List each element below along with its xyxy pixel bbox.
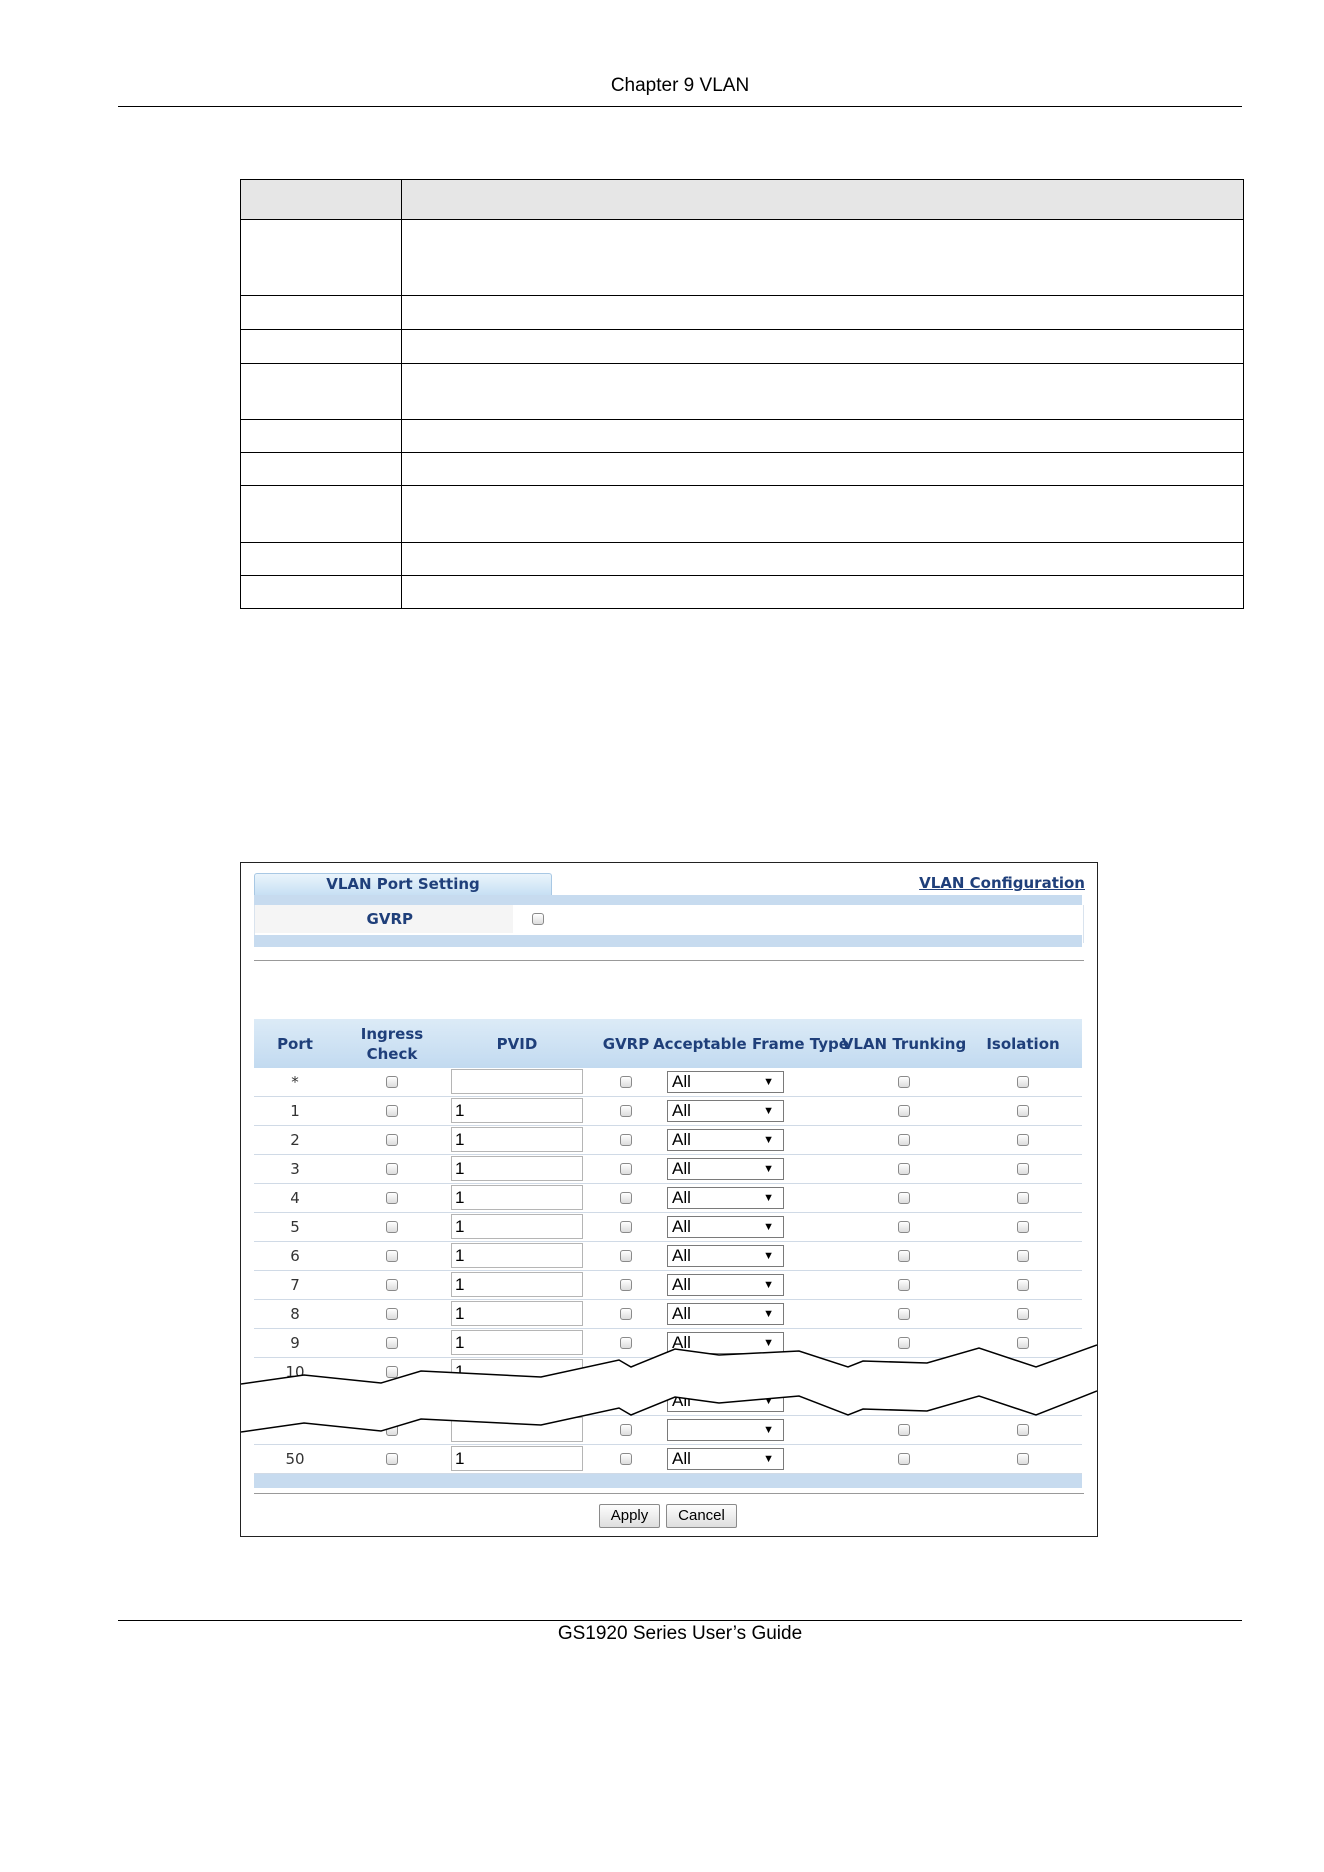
col-port: Port [277,1034,313,1053]
port-number: 4 [290,1189,300,1207]
chapter-title: Chapter 9 VLAN [610,75,750,96]
table-cell [402,220,1244,296]
pvid-input[interactable]: 1 [451,1330,583,1355]
port-number: 8 [290,1305,300,1323]
frame-type-value: All [672,1188,691,1207]
table-row [241,453,1244,486]
pvid-input[interactable]: 1 [451,1301,583,1326]
col-pvid: PVID [496,1034,538,1053]
dropdown-arrow-icon: ▼ [763,1163,774,1175]
port-number: 7 [290,1276,300,1294]
table-cell [241,180,402,220]
port-number: 9 [290,1334,300,1352]
dropdown-arrow-icon: ▼ [763,1250,774,1262]
table-cell [241,364,402,420]
frame-type-value: All [672,1130,691,1149]
table-row [241,296,1244,330]
table-cell [402,180,1244,220]
table-cell [241,543,402,576]
table-cell [241,486,402,543]
tab-vlan-port-setting[interactable]: VLAN Port Setting [254,873,552,895]
table-row [241,330,1244,364]
header-rule [118,106,1242,107]
frame-type-value: All [672,1159,691,1178]
port-number: 5 [290,1218,300,1236]
port-number: 1 [290,1102,300,1120]
dropdown-arrow-icon: ▼ [763,1453,774,1465]
table-row [241,576,1244,609]
pvid-input[interactable]: 1 [451,1359,583,1384]
col-gvrp: GVRP [602,1034,650,1053]
footer-rule [118,1620,1242,1621]
frame-type-value: All [672,1275,691,1294]
table-cell [241,220,402,296]
pvid-input[interactable]: 1 [451,1214,583,1239]
port-number: 2 [290,1131,300,1149]
dropdown-arrow-icon: ▼ [763,1424,774,1436]
table-header-row [241,180,1244,220]
dropdown-arrow-icon: ▼ [763,1337,774,1349]
table-cell [402,330,1244,364]
table-row [241,364,1244,420]
table-cell [241,453,402,486]
pvid-input[interactable]: 1 [451,1446,583,1471]
table-cell [402,576,1244,609]
table-cell [241,296,402,330]
port-number: * [291,1073,299,1091]
port-number: 6 [290,1247,300,1265]
table-row [241,220,1244,296]
frame-type-value: All [672,1333,691,1352]
description-table [240,179,1244,609]
cancel-button[interactable]: Cancel [666,1504,737,1528]
table-cell [241,420,402,453]
table-cell [241,330,402,364]
global-gvrp-label: GVRP [255,905,513,933]
table-cell [402,364,1244,420]
pvid-input[interactable]: 1 [451,1272,583,1297]
col-ingress-check-line2: Check [366,1044,418,1063]
table-cell [402,543,1244,576]
port-number: 50 [285,1450,305,1468]
footer-separator [254,1493,1084,1494]
table-cell [241,576,402,609]
pvid-input[interactable]: 1 [451,1243,583,1268]
frame-type-value: All [672,1101,691,1120]
frame-type-value: All [672,1391,691,1410]
guide-title: GS1920 Series User’s Guide [557,1623,803,1644]
pvid-input[interactable]: 1 [451,1156,583,1181]
table-cell [402,486,1244,543]
table-row [241,420,1244,453]
col-vlan-trunking: VLAN Trunking [841,1034,967,1053]
dropdown-arrow-icon: ▼ [763,1221,774,1233]
frame-type-value: All [672,1304,691,1323]
col-acceptable-frame-type: Acceptable Frame Type [653,1034,849,1053]
table-cell [402,453,1244,486]
port-number: 10 [285,1363,305,1381]
pvid-input[interactable]: 1 [451,1185,583,1210]
frame-type-value: All [672,1072,691,1091]
table-cell [402,420,1244,453]
dropdown-arrow-icon: ▼ [763,1308,774,1320]
dropdown-arrow-icon: ▼ [763,1395,774,1407]
vlan-configuration-link[interactable]: VLAN Configuration [919,874,1085,892]
apply-button[interactable]: Apply [599,1504,660,1528]
dropdown-arrow-icon: ▼ [763,1134,774,1146]
vlan-port-setting-screenshot [240,862,1098,1537]
frame-type-value: All [672,1217,691,1236]
frame-type-value: All [672,1246,691,1265]
dropdown-arrow-icon: ▼ [763,1076,774,1088]
dropdown-arrow-icon: ▼ [763,1279,774,1291]
table-row [241,543,1244,576]
dropdown-arrow-icon: ▼ [763,1192,774,1204]
port-number: 3 [290,1160,300,1178]
table-cell [402,296,1244,330]
pvid-input[interactable]: 1 [451,1098,583,1123]
table-break-marker [241,863,1097,1536]
dropdown-arrow-icon: ▼ [763,1105,774,1117]
col-isolation: Isolation [986,1034,1060,1053]
col-ingress-check-line1: Ingress [360,1024,424,1043]
frame-type-value: All [672,1449,691,1468]
pvid-input[interactable]: 1 [451,1127,583,1152]
table-row [241,486,1244,543]
